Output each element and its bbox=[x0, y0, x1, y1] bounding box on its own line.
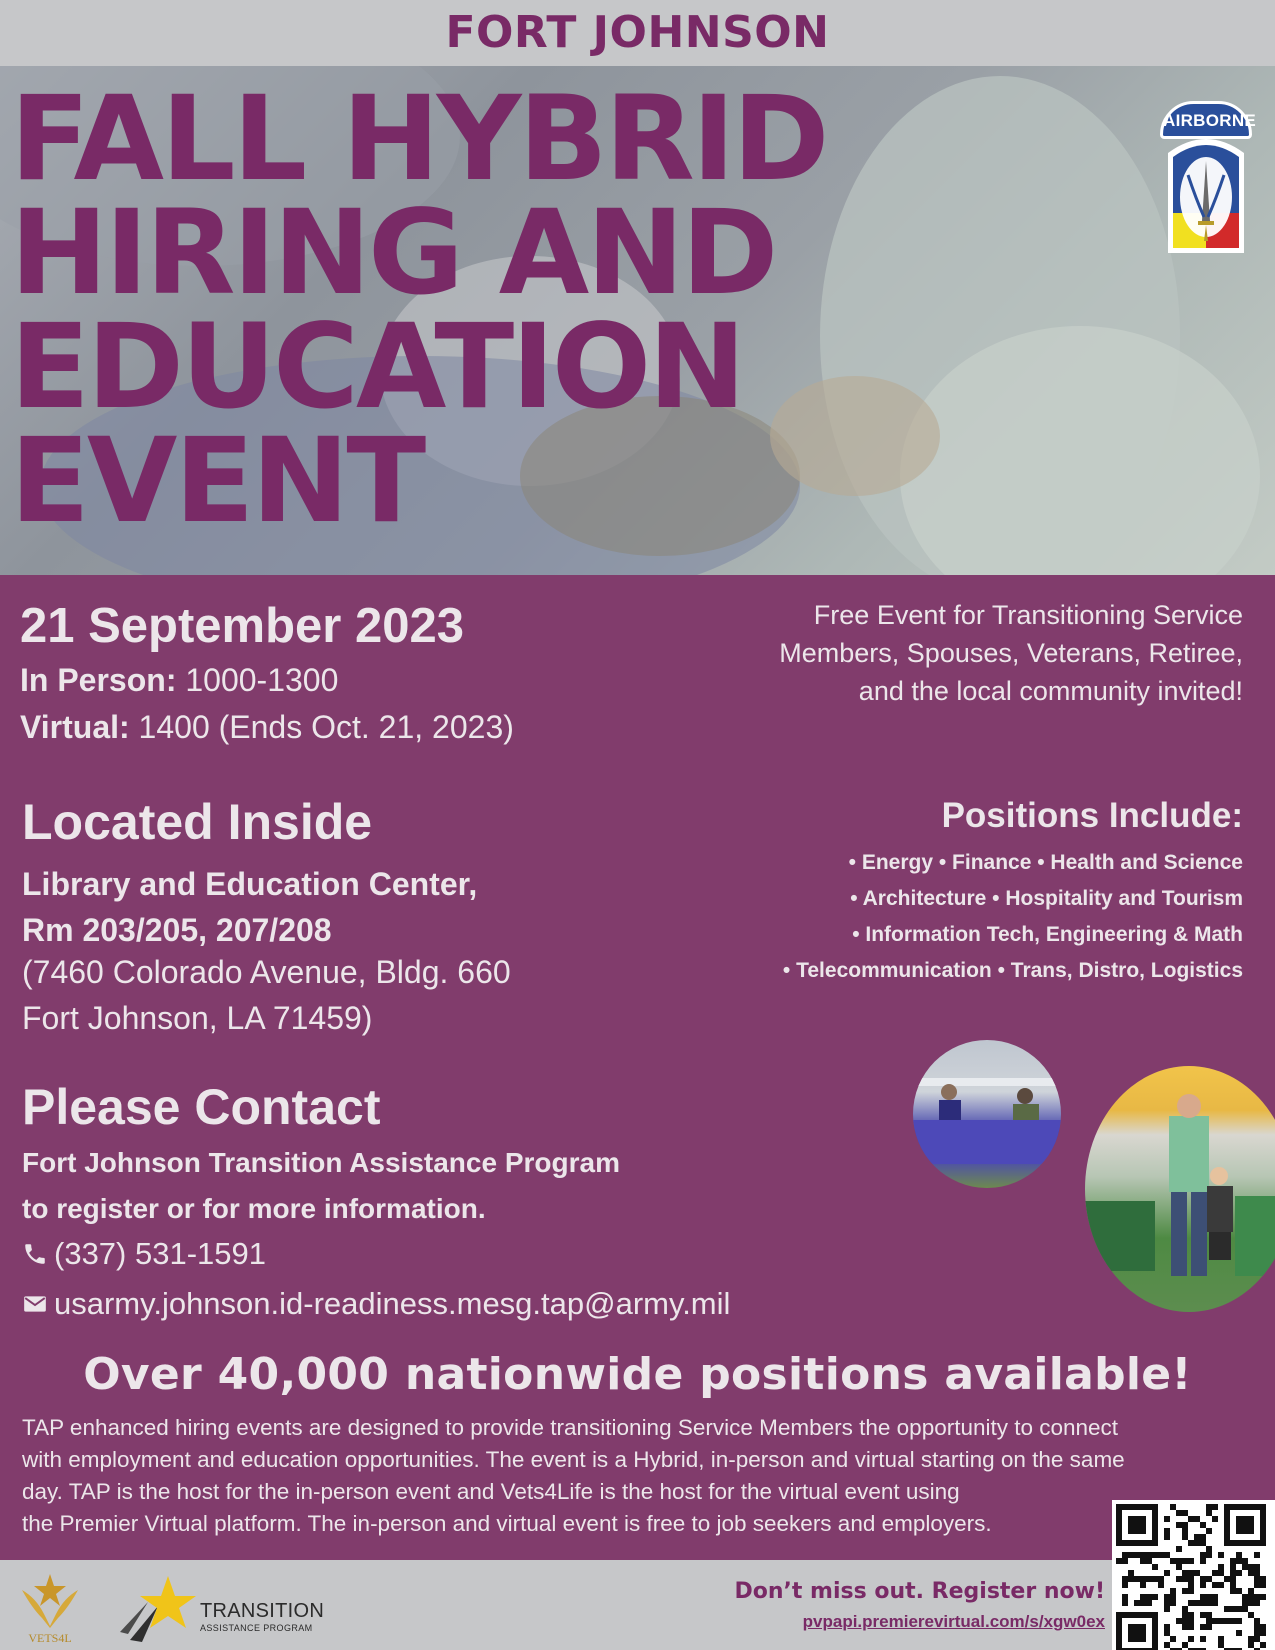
contact-line: to register or for more information. bbox=[22, 1193, 486, 1224]
location-title: FORT JOHNSON bbox=[445, 7, 830, 58]
positions-line: • Architecture • Hospitality and Tourism bbox=[850, 887, 1243, 910]
free-event-line: Members, Spouses, Veterans, Retiree, bbox=[779, 638, 1243, 668]
address-line: (7460 Colorado Avenue, Bldg. 660 bbox=[22, 954, 511, 990]
email-address[interactable]: usarmy.johnson.id-readiness.mesg.tap@army.mil bbox=[54, 1286, 731, 1321]
hero-section bbox=[0, 66, 1275, 575]
register-link[interactable]: pvpapi.premierevirtual.com/s/xgw0ex bbox=[802, 1612, 1105, 1631]
event-title-line: HIRING AND bbox=[10, 184, 776, 321]
location-heading: Located Inside bbox=[22, 794, 373, 850]
virtual-hours: 1400 (Ends Oct. 21, 2023) bbox=[138, 709, 514, 745]
tap-logo bbox=[118, 1572, 328, 1644]
free-event-note bbox=[703, 596, 1243, 710]
description-line: with employment and education opportunities. The event is a Hybrid, in-person and virtual starting on the same bbox=[22, 1447, 1125, 1472]
top-banner bbox=[0, 0, 1275, 66]
positions-line: • Energy • Finance • Health and Science bbox=[848, 851, 1243, 874]
contact-email[interactable] bbox=[22, 1286, 730, 1322]
vets4life-logo bbox=[18, 1568, 82, 1646]
tap-logo-line1: TRANSITION bbox=[200, 1600, 325, 1622]
event-date: 21 September 2023 bbox=[20, 599, 464, 653]
event-description bbox=[22, 1412, 1262, 1540]
qr-code-icon[interactable] bbox=[1112, 1500, 1275, 1650]
positions-list bbox=[783, 845, 1243, 989]
free-event-line: and the local community invited! bbox=[858, 676, 1243, 706]
job-fair-photo bbox=[1085, 1066, 1275, 1312]
tap-logo-line2: ASSISTANCE PROGRAM bbox=[200, 1623, 313, 1633]
airborne-unit-patch-icon bbox=[1158, 101, 1257, 257]
positions-heading: Positions Include: bbox=[941, 796, 1243, 835]
contact-line: Fort Johnson Transition Assistance Program bbox=[22, 1147, 620, 1178]
airborne-tab-text: AIRBORNE bbox=[1163, 111, 1257, 130]
venue-name bbox=[22, 861, 477, 953]
event-title-line: EVENT bbox=[10, 412, 424, 549]
tap-star-icon bbox=[118, 1572, 200, 1644]
register-cta: Don’t miss out. Register now! bbox=[734, 1579, 1105, 1604]
email-icon bbox=[22, 1291, 48, 1317]
virtual-label: Virtual: bbox=[20, 709, 130, 745]
positions-line: • Information Tech, Engineering & Math bbox=[852, 923, 1243, 946]
free-event-line: Free Event for Transitioning Service bbox=[813, 600, 1243, 630]
venue-address bbox=[22, 949, 511, 1041]
address-line: Fort Johnson, LA 71459) bbox=[22, 1000, 373, 1036]
footer-bar bbox=[0, 1560, 1275, 1650]
contact-phone[interactable] bbox=[22, 1236, 266, 1272]
phone-number[interactable]: (337) 531-1591 bbox=[54, 1236, 266, 1271]
positions-line: • Telecommunication • Trans, Distro, Logistics bbox=[782, 959, 1243, 982]
phone-icon bbox=[22, 1241, 48, 1267]
venue-line: Rm 203/205, 207/208 bbox=[22, 912, 332, 948]
venue-line: Library and Education Center, bbox=[22, 866, 478, 902]
in-person-time bbox=[20, 662, 338, 699]
positions-headline: Over 40,000 nationwide positions available! bbox=[83, 1349, 1192, 1400]
hiring-event-photo bbox=[913, 1040, 1061, 1188]
in-person-label: In Person: bbox=[20, 662, 177, 698]
description-line: the Premier Virtual platform. The in-person and virtual event is free to job seekers and employers. bbox=[22, 1511, 992, 1536]
winged-star-icon bbox=[18, 1568, 82, 1630]
event-title-line: EDUCATION bbox=[10, 298, 744, 435]
description-line: day. TAP is the host for the in-person event and Vets4Life is the host for the virtual event using bbox=[22, 1479, 960, 1504]
description-line: TAP enhanced hiring events are designed to provide transitioning Service Members the opportunity to connect bbox=[22, 1415, 1119, 1440]
vets4life-logo-text: VETS4L bbox=[28, 1631, 72, 1645]
contact-heading: Please Contact bbox=[22, 1079, 381, 1135]
event-title bbox=[10, 70, 827, 549]
event-title-line: FALL HYBRID bbox=[10, 70, 827, 207]
contact-program bbox=[22, 1140, 620, 1232]
virtual-time bbox=[20, 709, 514, 746]
in-person-hours: 1000-1300 bbox=[185, 662, 339, 698]
